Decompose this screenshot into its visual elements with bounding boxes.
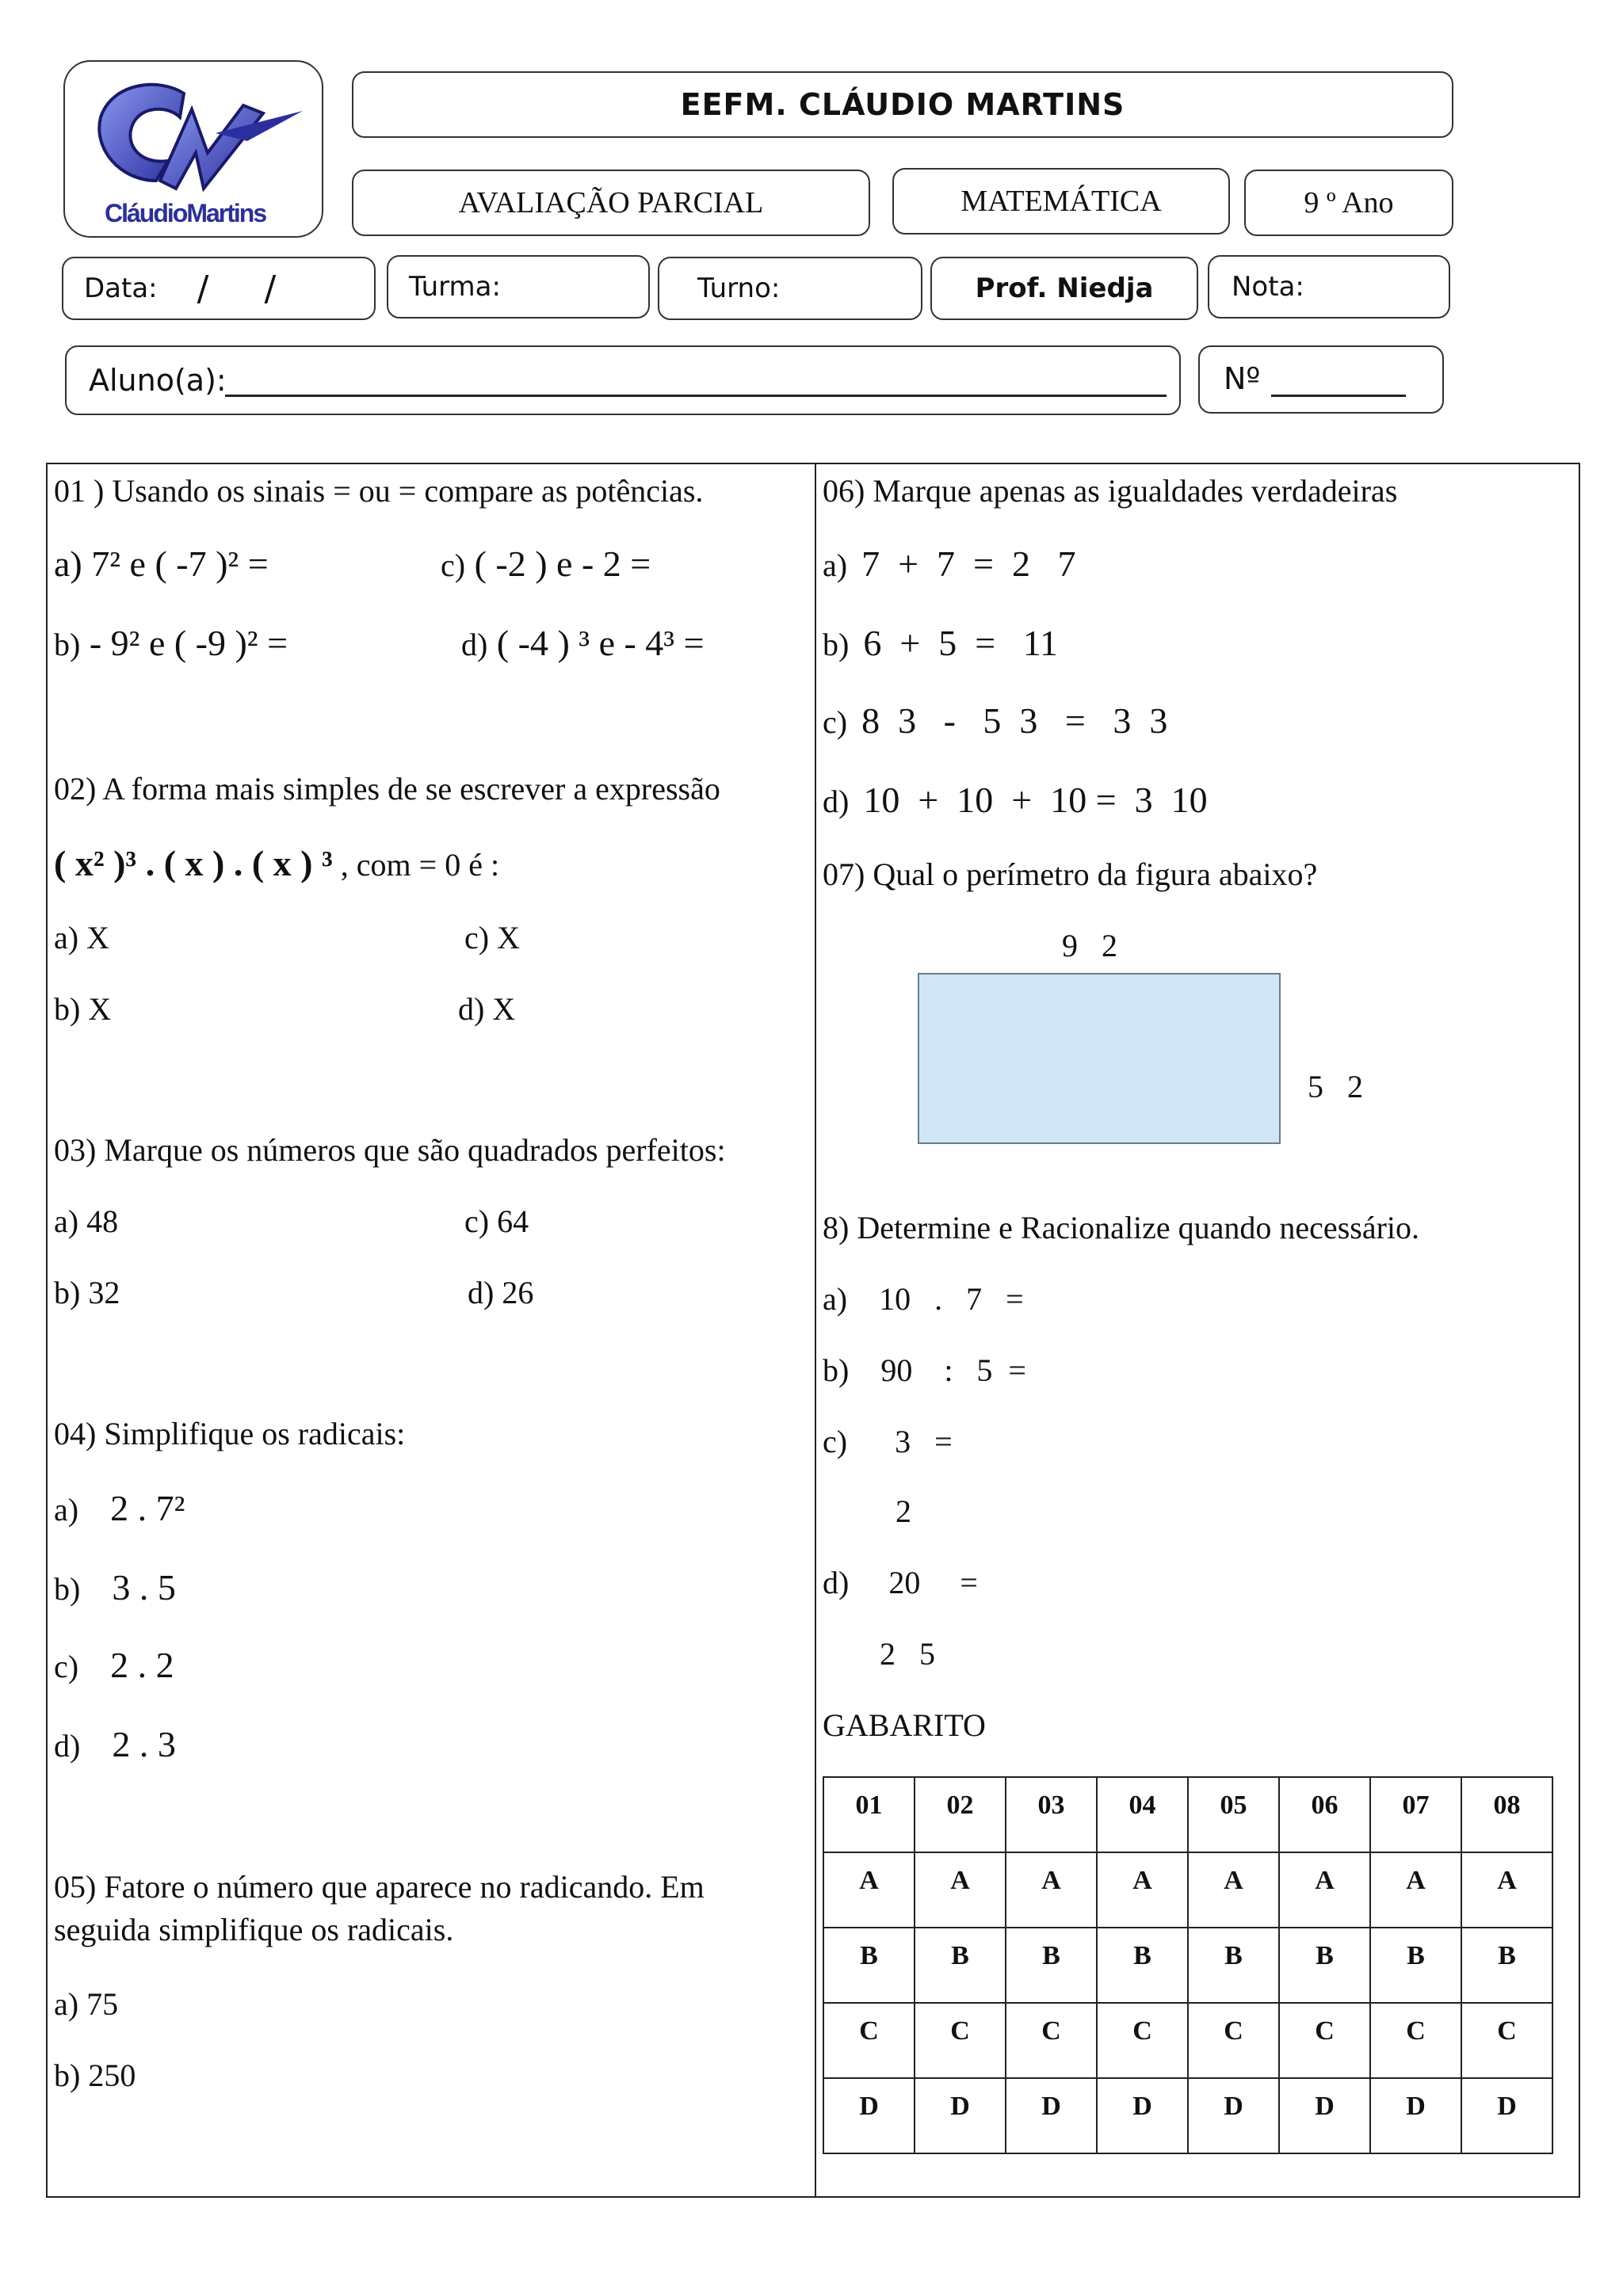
exam-type-box [352, 170, 870, 236]
q6-option-b-text: 6 + 5 = 11 [863, 623, 1059, 663]
q2-title: 02) A forma mais simples de se escrever a expressão [54, 771, 720, 807]
answer-cell-q02-B[interactable]: B [915, 1928, 1006, 2003]
q1-option-d [461, 624, 705, 664]
q2-option-d: d) X [458, 991, 516, 1027]
answer-grid-row [823, 1928, 1552, 2003]
q7-top-side-label: 9 2 [1062, 928, 1117, 963]
q1-option-b-label: b) [54, 627, 81, 662]
q4-title: 04) Simplifique os radicais: [54, 1416, 406, 1451]
answer-cell-q04-B[interactable]: B [1097, 1928, 1188, 2003]
q4-option-d [54, 1726, 176, 1765]
q5-option-b: b) 250 [54, 2058, 136, 2093]
grade-level: 9 º Ano [1304, 186, 1394, 219]
subject-box [892, 168, 1230, 235]
q4-option-d-text: 2 . 3 [112, 1724, 176, 1764]
school-name-box [352, 71, 1453, 138]
number-box [1198, 345, 1444, 414]
q4-option-c-label: c) [54, 1649, 79, 1684]
date-separator-1: / [197, 268, 209, 309]
q1-option-b-text: - 9² e ( -9 )² = [80, 623, 288, 663]
q6-option-c-text: 8 3 - 5 3 = 3 3 [861, 700, 1168, 741]
answer-cell-q05-D[interactable]: D [1188, 2078, 1279, 2153]
answer-cell-q07-C[interactable]: C [1370, 2003, 1461, 2078]
q1-option-d-text: ( -4 ) ³ e - 4³ = [487, 623, 705, 663]
q3-option-d: d) 26 [468, 1275, 534, 1310]
answer-cell-q06-D[interactable]: D [1279, 2078, 1370, 2153]
q1-title: 01 ) Usando os sinais = ou = compare as potências. [54, 473, 704, 509]
date-label: Data: [84, 273, 158, 304]
q1-option-a: a) 7² e ( -7 )² = [54, 543, 269, 584]
q1-option-c [441, 545, 651, 585]
answer-grid-header-04: 04 [1097, 1777, 1188, 1852]
q1-option-b [54, 624, 288, 664]
answer-cell-q05-A[interactable]: A [1188, 1852, 1279, 1928]
q6-option-b [823, 624, 1058, 664]
class-box [387, 255, 650, 318]
answer-grid-header-05: 05 [1188, 1777, 1279, 1852]
q1-option-c-text: ( -2 ) e - 2 = [465, 543, 651, 584]
q3-title: 03) Marque os números que são quadrados perfeitos: [54, 1132, 726, 1168]
q1-option-d-label: d) [461, 627, 488, 662]
answer-cell-q08-C[interactable]: C [1461, 2003, 1552, 2078]
answer-cell-q05-C[interactable]: C [1188, 2003, 1279, 2078]
q8-option-d-denominator: 2 5 [880, 1636, 935, 1672]
answer-grid-header-08: 08 [1461, 1777, 1552, 1852]
logo-text: CláudioMartins [105, 199, 266, 227]
q4-option-a [54, 1489, 185, 1529]
gabarito-title: GABARITO [823, 1707, 986, 1743]
q1-option-c-label: c) [441, 547, 466, 583]
q4-option-a-text: 2 . 7² [110, 1488, 185, 1528]
q8-option-c: c) 3 = [823, 1424, 953, 1459]
answer-cell-q03-D[interactable]: D [1006, 2078, 1097, 2153]
number-line[interactable] [1271, 395, 1406, 397]
answer-grid-row [823, 2003, 1552, 2078]
answer-cell-q08-D[interactable]: D [1461, 2078, 1552, 2153]
answer-grid-header-03: 03 [1006, 1777, 1097, 1852]
q6-option-b-label: b) [823, 627, 850, 662]
logo-box [63, 60, 323, 238]
q3-option-c: c) 64 [464, 1203, 529, 1239]
teacher-name: Prof. Niedja [975, 273, 1154, 304]
exam-type: AVALIAÇÃO PARCIAL [458, 186, 764, 219]
q7-title: 07) Qual o perímetro da figura abaixo? [823, 856, 1318, 892]
answer-grid-row [823, 1852, 1552, 1928]
q8-option-a: a) 10 . 7 = [823, 1281, 1024, 1317]
q8-title: 8) Determine e Racionalize quando necessário. [823, 1210, 1420, 1245]
q4-option-b [54, 1569, 176, 1608]
answer-cell-q08-A[interactable]: A [1461, 1852, 1552, 1928]
q4-option-b-text: 3 . 5 [112, 1567, 176, 1608]
q6-option-d [823, 781, 1208, 821]
q2-expression: ( x² )³ . ( x ) . ( x ) ³ [54, 843, 333, 883]
answer-cell-q03-A[interactable]: A [1006, 1852, 1097, 1928]
answer-cell-q01-A[interactable]: A [823, 1852, 915, 1928]
answer-cell-q05-B[interactable]: B [1188, 1928, 1279, 2003]
date-box [62, 257, 376, 320]
answer-grid-header-01: 01 [823, 1777, 915, 1852]
q4-option-b-label: b) [54, 1571, 81, 1607]
answer-cell-q04-A[interactable]: A [1097, 1852, 1188, 1928]
q5-title-line1: 05) Fatore o número que aparece no radicando. Em [54, 1869, 705, 1905]
answer-cell-q01-C[interactable]: C [823, 2003, 915, 2078]
q6-option-c [823, 702, 1167, 742]
answer-cell-q07-B[interactable]: B [1370, 1928, 1461, 2003]
q5-title-line2: seguida simplifique os radicais. [54, 1912, 454, 1947]
answer-cell-q07-D[interactable]: D [1370, 2078, 1461, 2153]
q4-option-c-text: 2 . 2 [110, 1645, 174, 1685]
answer-cell-q07-A[interactable]: A [1370, 1852, 1461, 1928]
date-separator-2: / [264, 268, 277, 309]
answer-grid-header-07: 07 [1370, 1777, 1461, 1852]
score-label: Nota: [1232, 271, 1304, 303]
answer-grid-header-06: 06 [1279, 1777, 1370, 1852]
answer-grid-header-02: 02 [915, 1777, 1006, 1852]
q6-option-a [823, 545, 1075, 585]
answer-cell-q03-B[interactable]: B [1006, 1928, 1097, 2003]
answer-cell-q03-C[interactable]: C [1006, 2003, 1097, 2078]
shift-box [658, 257, 922, 320]
answer-grid-header-row [823, 1777, 1552, 1852]
number-label: Nº [1224, 361, 1261, 396]
q6-option-c-label: c) [823, 704, 848, 740]
shift-label: Turno: [697, 273, 781, 304]
answer-cell-q01-D[interactable]: D [823, 2078, 915, 2153]
teacher-box [930, 257, 1198, 320]
school-logo-icon [65, 62, 322, 236]
answer-cell-q06-C[interactable]: C [1279, 2003, 1370, 2078]
q2-condition: , com = 0 é : [332, 847, 500, 883]
q3-option-b: b) 32 [54, 1275, 120, 1310]
q8-option-b: b) 90 : 5 = [823, 1352, 1026, 1388]
q6-option-a-text: 7 + 7 = 2 7 [861, 543, 1076, 584]
q8-option-d: d) 20 = [823, 1565, 978, 1600]
score-box [1208, 255, 1450, 318]
q6-option-a-label: a) [823, 547, 848, 583]
q3-option-a: a) 48 [54, 1203, 119, 1239]
q2-expression-line [54, 845, 499, 884]
student-label: Aluno(a): [89, 363, 227, 398]
q4-option-c [54, 1646, 174, 1686]
answer-cell-q02-A[interactable]: A [915, 1852, 1006, 1928]
answer-cell-q06-B[interactable]: B [1279, 1928, 1370, 2003]
q6-option-d-text: 10 + 10 + 10 = 3 10 [863, 780, 1208, 820]
q2-option-b: b) X [54, 991, 112, 1027]
answer-grid [823, 1776, 1553, 2154]
q7-rectangle-figure [918, 973, 1281, 1144]
q7-right-side-label: 5 2 [1308, 1069, 1363, 1104]
q6-option-d-label: d) [823, 784, 850, 819]
column-divider [815, 463, 816, 2198]
answer-cell-q08-B[interactable]: B [1461, 1928, 1552, 2003]
answer-cell-q01-B[interactable]: B [823, 1928, 915, 2003]
q4-option-a-label: a) [54, 1492, 79, 1527]
q4-option-d-label: d) [54, 1728, 81, 1764]
answer-grid-row [823, 2078, 1552, 2153]
q8-option-c-denominator: 2 [896, 1493, 911, 1529]
class-label: Turma: [409, 271, 501, 303]
answer-cell-q06-A[interactable]: A [1279, 1852, 1370, 1928]
subject: MATEMÁTICA [960, 185, 1162, 218]
grade-level-box [1244, 170, 1453, 236]
q5-option-a: a) 75 [54, 1986, 119, 2022]
answer-cell-q04-D[interactable]: D [1097, 2078, 1188, 2153]
school-name: EEFM. CLÁUDIO MARTINS [680, 87, 1125, 122]
answer-cell-q02-C[interactable]: C [915, 2003, 1006, 2078]
q2-option-c: c) X [464, 920, 520, 955]
q6-title: 06) Marque apenas as igualdades verdadeiras [823, 473, 1398, 509]
student-name-line[interactable] [225, 395, 1167, 397]
answer-cell-q04-C[interactable]: C [1097, 2003, 1188, 2078]
answer-cell-q02-D[interactable]: D [915, 2078, 1006, 2153]
q2-option-a: a) X [54, 920, 109, 955]
student-box [65, 345, 1181, 415]
